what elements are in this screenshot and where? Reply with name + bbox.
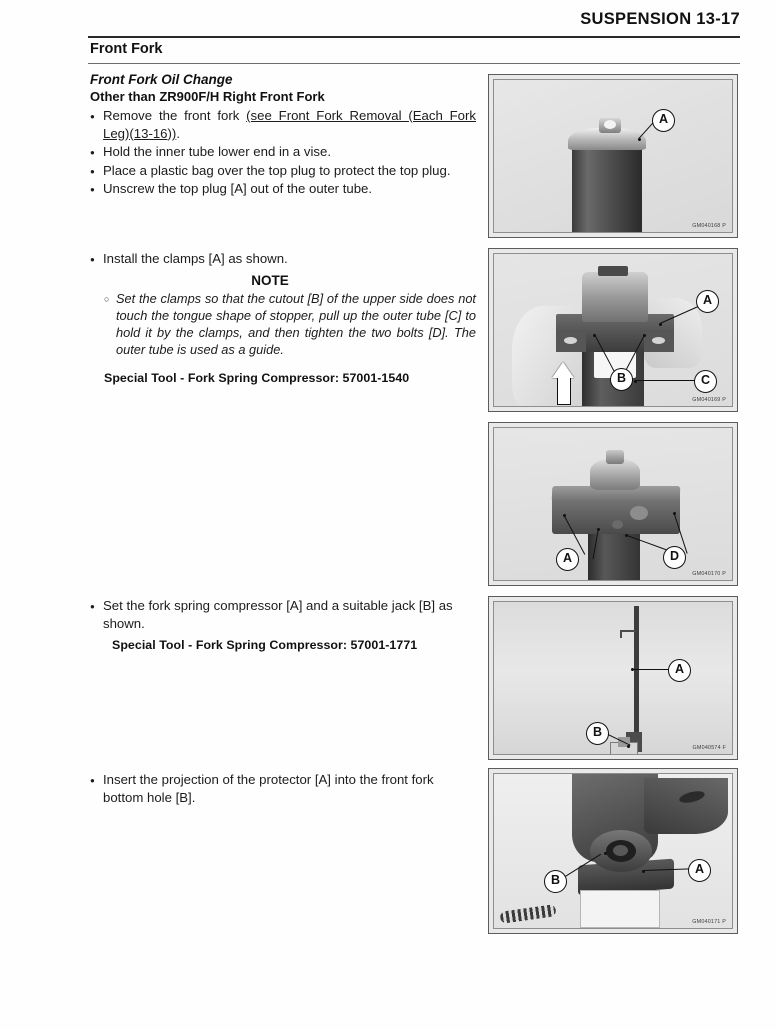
callout-b: B: [586, 722, 609, 745]
header-rule-thin: [88, 63, 740, 64]
step-item: ● Place a plastic bag over the top plug to protect the top plug.: [90, 162, 476, 180]
photo-clamp-hole-right: [652, 337, 665, 344]
figure-code: GM040574 F: [692, 745, 726, 751]
step-item: ● Hold the inner tube lower end in a vise.: [90, 143, 476, 161]
photo-fork-arm: [644, 778, 728, 834]
special-tool-1771: Special Tool - Fork Spring Compressor: 57001-1771: [112, 638, 418, 652]
step-list-compressor: [90, 597, 476, 632]
block-front-fork-oil-change: [90, 72, 476, 199]
callout-a: A: [688, 859, 711, 882]
figure-image: [493, 253, 733, 407]
step-text-reference: (see Front Fork Removal (Each Fork Leg)(13-16)): [103, 108, 476, 141]
step-list-clamps: [90, 250, 476, 268]
leader-line: [633, 669, 669, 670]
photo-block-hole: [630, 506, 648, 520]
step-item: [90, 107, 476, 142]
header-rule-thick: [88, 36, 740, 38]
figure-clamps-installed: [488, 248, 738, 412]
photo-bolt-hole: [612, 520, 623, 529]
callout-a: A: [696, 290, 719, 313]
block-protector: [90, 771, 476, 807]
callout-d: D: [663, 546, 686, 569]
step-list-oil-change: [90, 107, 476, 198]
photo-bench: [580, 890, 660, 928]
figure-image: [493, 427, 733, 581]
callout-a: A: [668, 659, 691, 682]
photo-background: [494, 602, 732, 754]
step-item: ● Install the clamps [A] as shown.: [90, 250, 476, 268]
step-item: ● Unscrew the top plug [A] out of the outer tube.: [90, 180, 476, 198]
step-text-prefix: Remove the front fork: [103, 108, 247, 123]
step-item: ● Insert the projection of the protector [A] into the front fork bottom hole [B].: [90, 771, 476, 806]
page-title: Front Fork: [90, 41, 163, 57]
photo-top-plug: [598, 266, 628, 276]
subheading-oil-change: Front Fork Oil Change: [90, 72, 233, 87]
note-text: ○ Set the clamps so that the cutout [B] of the upper side does not touch the tongue shape of stopper, pull up the outer tube [C] to hold it by the clamps, and then tighten the two bolts [D]. The outer tube is used as a guide.: [104, 290, 476, 359]
figure-clamp-block-bolts: [488, 422, 738, 586]
photo-bottom-hole-inner: [613, 845, 628, 856]
callout-a: A: [652, 109, 675, 132]
photo-plug-bolt: [606, 450, 624, 464]
photo-direction-arrow-head: [552, 362, 574, 378]
figure-code: GM040170 P: [692, 571, 726, 577]
figure-image: [493, 601, 733, 755]
photo-clamp-hole-left: [564, 337, 577, 344]
note-heading: NOTE: [251, 272, 289, 288]
photo-direction-arrow-body: [557, 378, 571, 405]
figure-code: GM040168 P: [692, 223, 726, 229]
photo-compressor-arm-vertical: [620, 630, 622, 638]
step-list-protector: [90, 771, 476, 806]
block-install-clamps: [90, 250, 476, 385]
photo-compressor-rod: [634, 606, 639, 744]
photo-compressor-arm: [620, 630, 636, 632]
running-head: [88, 10, 740, 29]
callout-b: B: [544, 870, 567, 893]
leader-line: [635, 380, 695, 381]
callout-c: C: [694, 370, 717, 393]
step-item: ● Set the fork spring compressor [A] and a suitable jack [B] as shown.: [90, 597, 476, 632]
step-text-suffix: .: [176, 125, 180, 141]
photo-plug-nut-center: [604, 120, 616, 129]
figure-spring-compressor-jack: [488, 596, 738, 760]
photo-spring-stopper: [582, 272, 648, 322]
figure-image: [493, 79, 733, 233]
callout-b: B: [610, 368, 633, 391]
callout-a: A: [556, 548, 579, 571]
figure-image: [493, 773, 733, 929]
block-spring-compressor: [90, 597, 476, 652]
figure-protector-in-fork-bottom: [488, 768, 738, 934]
running-head-text: SUSPENSION 13-17: [580, 10, 740, 28]
figure-front-fork-top-plug: [488, 74, 738, 238]
figure-code: GM040171 P: [692, 919, 726, 925]
subheading-model-variant: Other than ZR900F/H Right Front Fork: [90, 89, 325, 104]
special-tool-1540: Special Tool - Fork Spring Compressor: 57001-1540: [104, 371, 410, 386]
figure-code: GM040169 P: [692, 397, 726, 403]
photo-outer-tube: [572, 142, 642, 233]
